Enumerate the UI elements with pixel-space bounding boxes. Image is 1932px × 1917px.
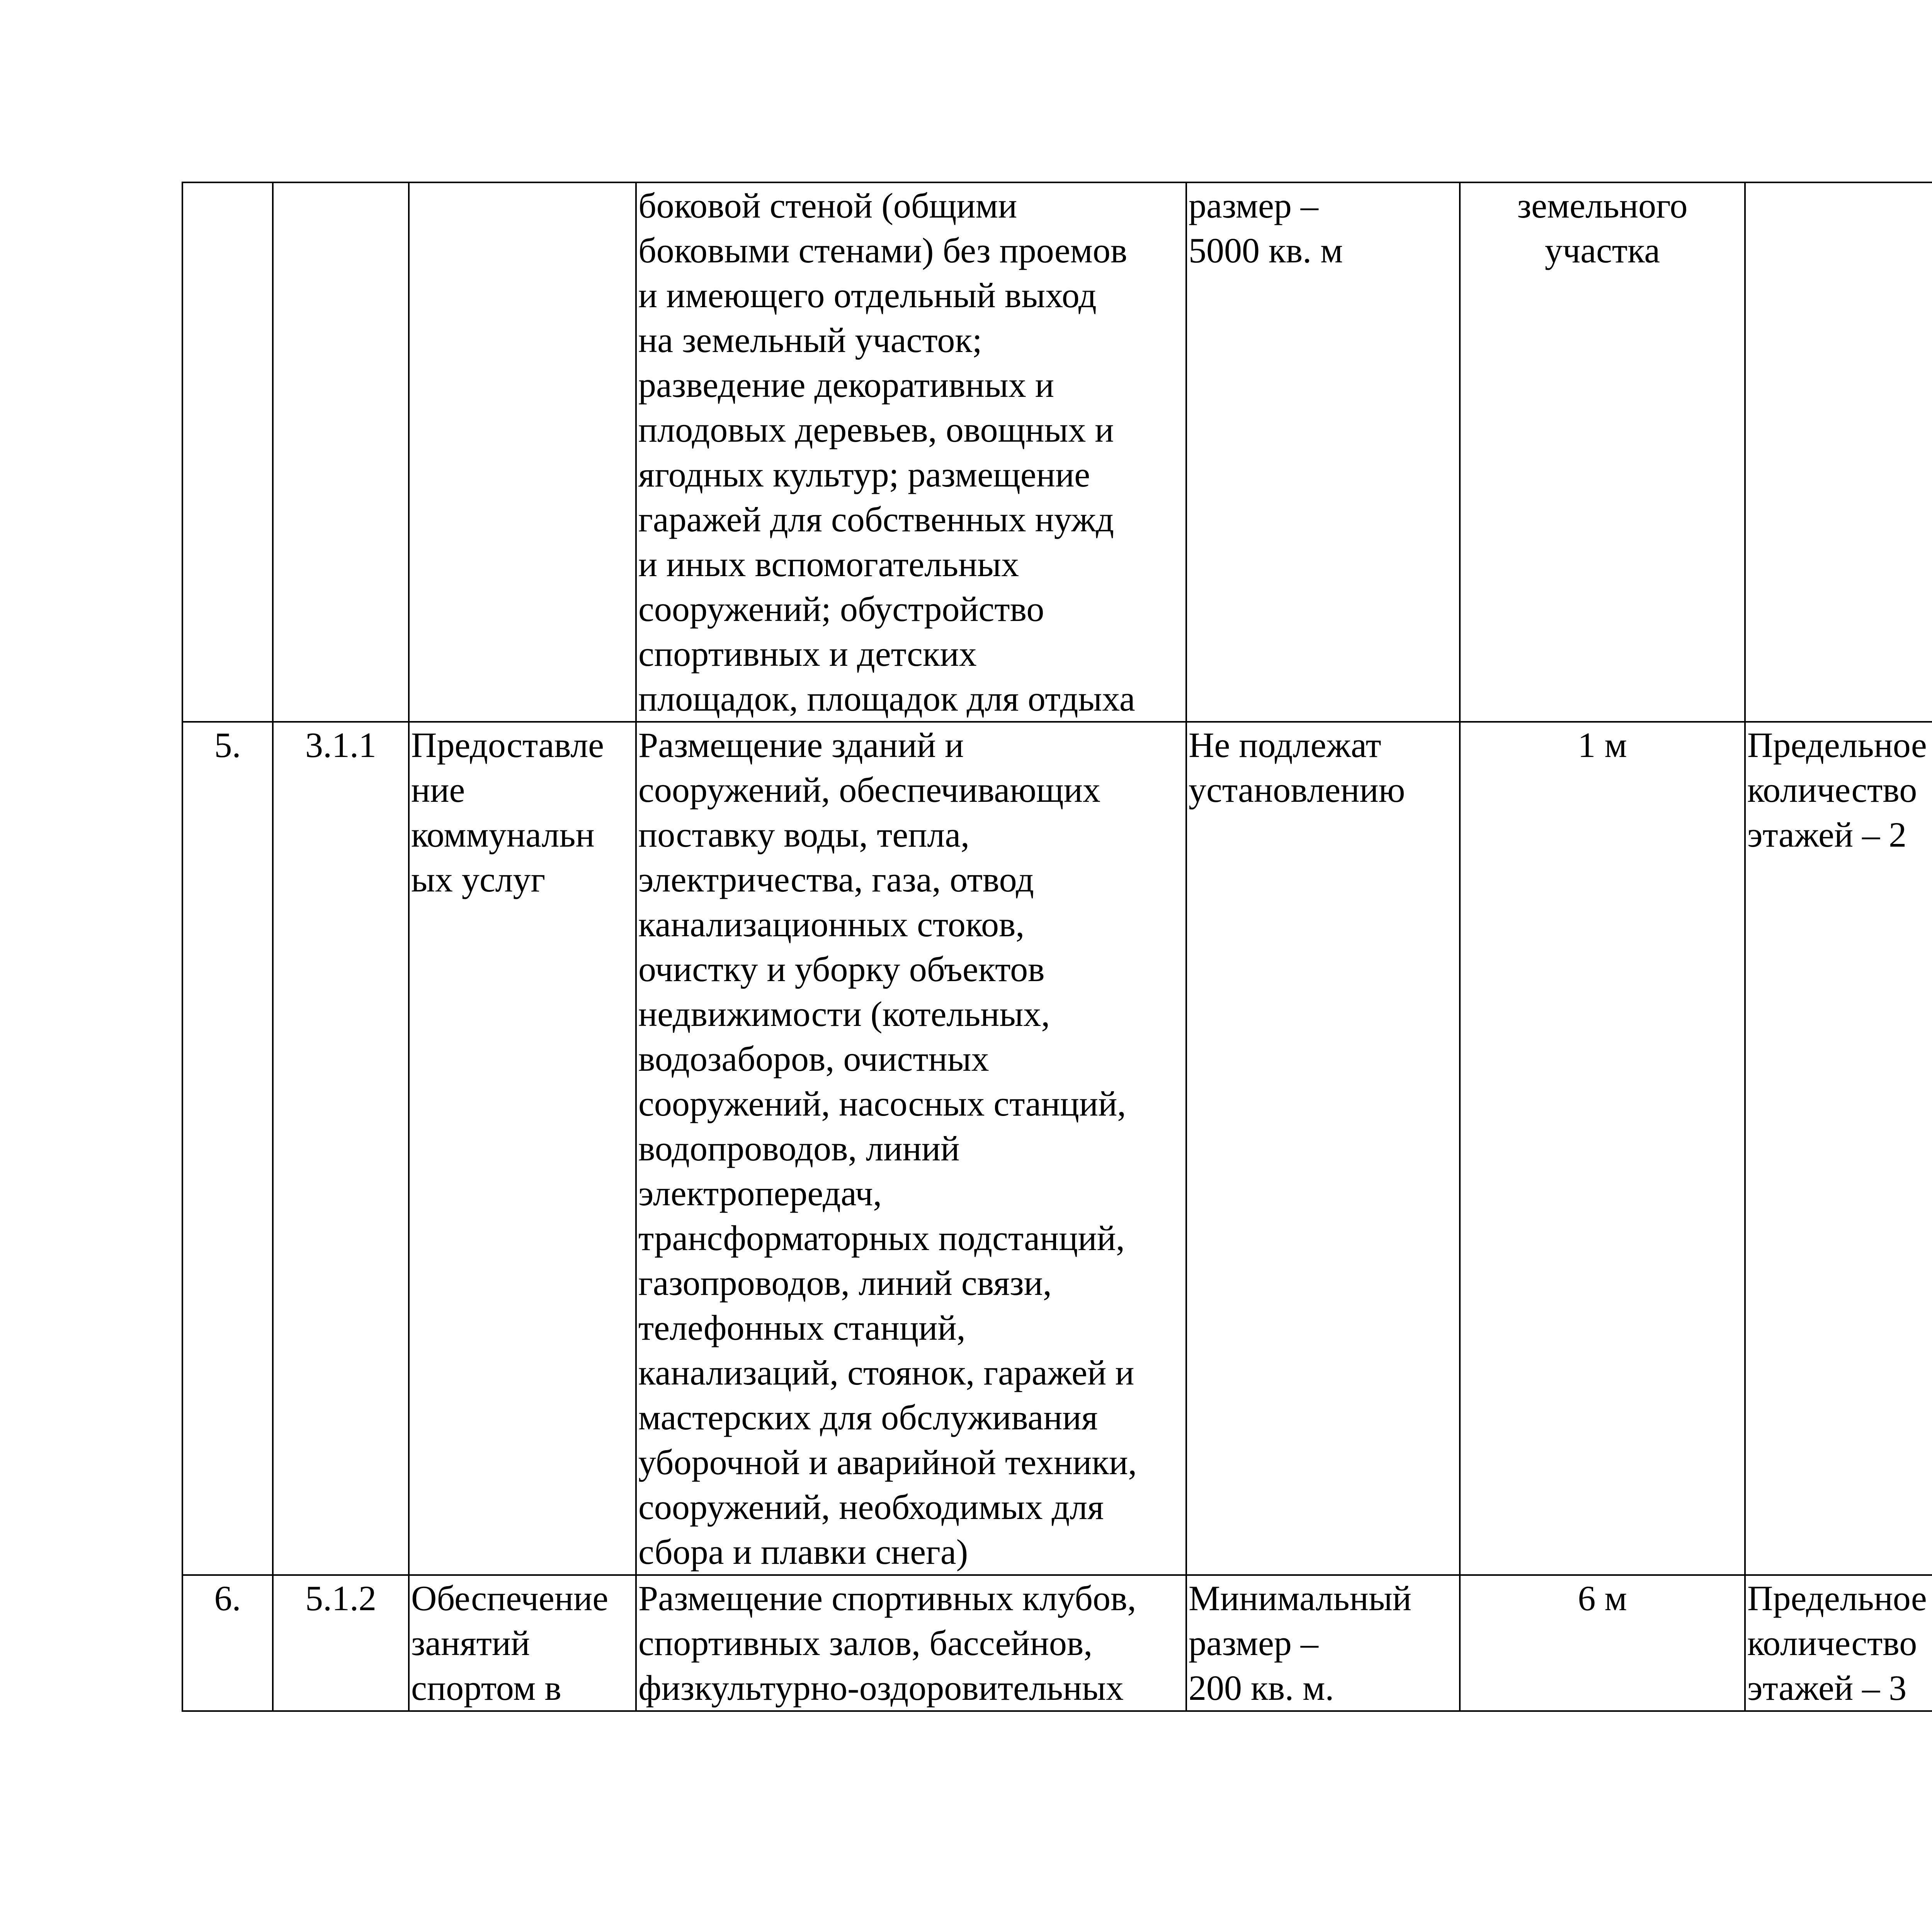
floors-cell: Предельное количество этажей – 3	[1745, 1575, 1932, 1711]
table-row	[182, 182, 1932, 722]
use-name-cell: Предоставле ние коммунальн ых услуг	[409, 722, 636, 1575]
setback-cell: 6 м	[1460, 1575, 1745, 1711]
plot-size-cell: Не подлежат установлению	[1186, 722, 1460, 1575]
setback-cell: земельного участка	[1460, 182, 1745, 722]
row-number-cell: 5.	[182, 722, 273, 1575]
row-number-cell	[182, 182, 273, 722]
use-description-cell: Размещение зданий и сооружений, обеспечивающих поставку воды, тепла, электричества, газа, отвод канализационных стоков, очистку и уборку объектов недвижимости (котельных, водозаборов, очистных сооружений, насосных станций, водопроводов, линий электропередач, трансформаторных подстанций, газопроводов, линий связи, телефонных станций, канализаций, стоянок, гаражей и мастерских для обслуживания уборочной и аварийной техники, сооружений, необходимых для сбора и плавки снега)	[636, 722, 1186, 1575]
plot-size-cell: Минимальный размер – 200 кв. м.	[1186, 1575, 1460, 1711]
zoning-regulations-table	[182, 182, 1932, 1712]
use-description-cell: боковой стеной (общими боковыми стенами) без проемов и имеющего отдельный выход на земельный участок; разведение декоративных и плодовых деревьев, овощных и ягодных культур; размещение гаражей для собственных нужд и иных вспомогательных сооружений; обустройство спортивных и детских площадок, площадок для отдыха	[636, 182, 1186, 722]
use-description-cell: Размещение спортивных клубов, спортивных залов, бассейнов, физкультурно-оздоровительных	[636, 1575, 1186, 1711]
table-row	[182, 1575, 1932, 1711]
floors-cell	[1745, 182, 1932, 722]
row-number-cell: 6.	[182, 1575, 273, 1711]
setback-cell: 1 м	[1460, 722, 1745, 1575]
table-row	[182, 722, 1932, 1575]
use-name-cell	[409, 182, 636, 722]
use-name-cell: Обеспечение занятий спортом в	[409, 1575, 636, 1711]
plot-size-cell: размер – 5000 кв. м	[1186, 182, 1460, 722]
floors-cell: Предельное количество этажей – 2	[1745, 722, 1932, 1575]
use-code-cell: 5.1.2	[273, 1575, 409, 1711]
use-code-cell: 3.1.1	[273, 722, 409, 1575]
use-code-cell	[273, 182, 409, 722]
